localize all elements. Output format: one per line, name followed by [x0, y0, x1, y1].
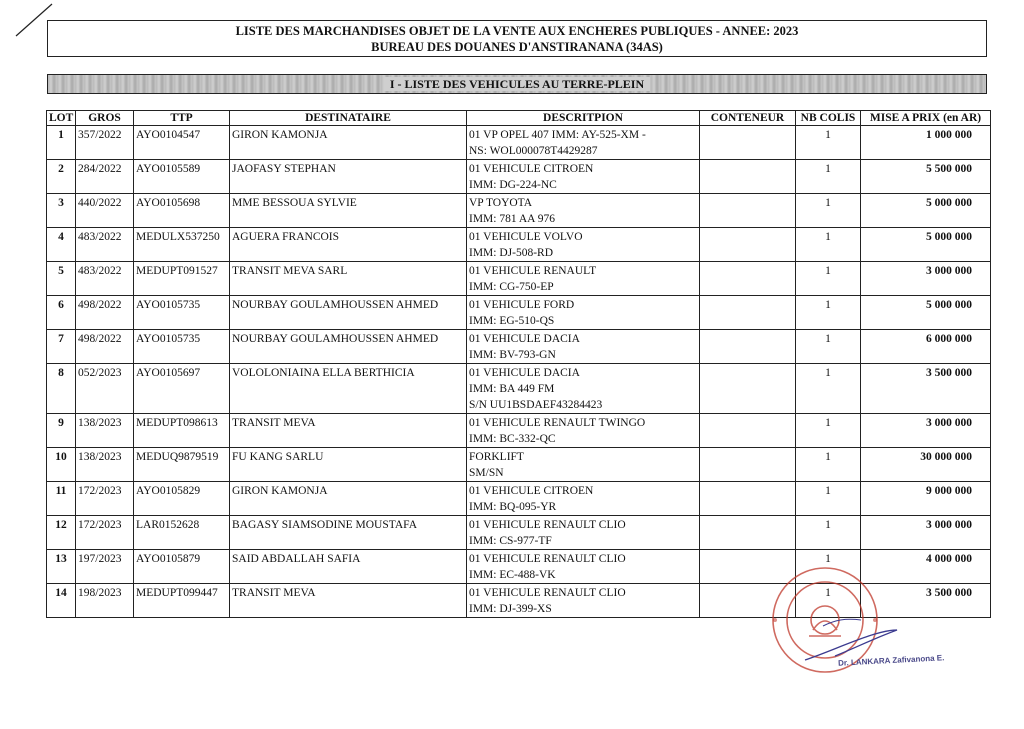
destinataire-cell: VOLOLONIAINA ELLA BERTHICIA	[230, 364, 467, 414]
description-cell	[467, 516, 700, 550]
description-line: IMM: EG-510-QS	[469, 315, 555, 327]
description-line: 01 VEHICULE VOLVO	[469, 231, 583, 243]
description-line: IMM: CS-977-TF	[469, 535, 552, 547]
destinataire-cell: MME BESSOUA SYLVIE	[230, 194, 467, 228]
lot-cell: 5	[47, 262, 76, 296]
description-line: 01 VP OPEL 407 IMM: AY-525-XM -	[469, 129, 646, 141]
destinataire-cell: TRANSIT MEVA SARL	[230, 262, 467, 296]
ttp-cell: MEDUPT098613	[134, 414, 230, 448]
destinataire-cell: JAOFASY STEPHAN	[230, 160, 467, 194]
lot-cell: 13	[47, 550, 76, 584]
lot-cell: 8	[47, 364, 76, 414]
conteneur-cell	[700, 194, 796, 228]
description-line: 01 VEHICULE CITROEN	[469, 485, 594, 497]
nb-colis-cell: 1	[796, 482, 861, 516]
description-line: IMM: BC-332-QC	[469, 433, 556, 445]
table-row	[47, 160, 991, 194]
signatory-name: Dr. LANKARA Zafivanona E.	[837, 653, 945, 668]
title-line-1: LISTE DES MARCHANDISES OBJET DE LA VENTE AUX ENCHERES PUBLIQUES - ANNEE: 2023	[235, 24, 799, 38]
ttp-cell: AYO0105697	[134, 364, 230, 414]
lot-cell: 12	[47, 516, 76, 550]
ttp-cell: MEDUPT091527	[134, 262, 230, 296]
description-cell	[467, 414, 700, 448]
destinataire-cell: AGUERA FRANCOIS	[230, 228, 467, 262]
description-line: FORKLIFT	[469, 451, 524, 463]
description-cell	[467, 228, 700, 262]
nb-colis-cell: 1	[796, 364, 861, 414]
conteneur-cell	[700, 448, 796, 482]
description-line: SM/SN	[469, 467, 504, 479]
gros-cell: 138/2023	[76, 448, 134, 482]
gros-cell: 172/2023	[76, 516, 134, 550]
mise-a-prix-cell: 3 000 000	[861, 414, 991, 448]
gros-cell: 483/2022	[76, 262, 134, 296]
nb-colis-cell: 1	[796, 448, 861, 482]
destinataire-cell: GIRON KAMONJA	[230, 126, 467, 160]
conteneur-cell	[700, 160, 796, 194]
title-line-2: BUREAU DES DOUANES D'ANSTIRANANA (34AS)	[371, 40, 663, 54]
destinataire-cell: SAID ABDALLAH SAFIA	[230, 550, 467, 584]
nb-colis-cell: 1	[796, 414, 861, 448]
description-line: IMM: BA 449 FM	[469, 383, 555, 395]
nb-colis-cell: 1	[796, 516, 861, 550]
description-line: IMM: BQ-095-YR	[469, 501, 557, 513]
section-title: I - LISTE DES VEHICULES AU TERRE-PLEIN	[384, 77, 650, 91]
nb-colis-cell: 1	[796, 584, 861, 618]
description-line: 01 VEHICULE RENAULT	[469, 265, 597, 277]
ttp-cell: AYO0105879	[134, 550, 230, 584]
gros-cell: 198/2023	[76, 584, 134, 618]
description-line: IMM: CG-750-EP	[469, 281, 554, 293]
lot-cell: 3	[47, 194, 76, 228]
mise-a-prix-cell: 5 500 000	[861, 160, 991, 194]
description-line: VP TOYOTA	[469, 197, 533, 209]
description-line: IMM: BV-793-GN	[469, 349, 556, 361]
lot-cell: 9	[47, 414, 76, 448]
description-cell	[467, 262, 700, 296]
mise-a-prix-cell: 6 000 000	[861, 330, 991, 364]
ttp-cell: AYO0104547	[134, 126, 230, 160]
destinataire-cell: NOURBAY GOULAMHOUSSEN AHMED	[230, 330, 467, 364]
mise-a-prix-cell: 3 000 000	[861, 262, 991, 296]
mise-a-prix-cell: 3 500 000	[861, 364, 991, 414]
ttp-cell: AYO0105589	[134, 160, 230, 194]
description-cell	[467, 364, 700, 414]
lot-cell: 11	[47, 482, 76, 516]
lot-cell: 4	[47, 228, 76, 262]
table-row	[47, 296, 991, 330]
ttp-cell: MEDUPT099447	[134, 584, 230, 618]
gros-cell: 172/2023	[76, 482, 134, 516]
gros-cell: 498/2022	[76, 296, 134, 330]
description-cell	[467, 194, 700, 228]
description-cell	[467, 160, 700, 194]
gros-cell: 197/2023	[76, 550, 134, 584]
description-cell	[467, 448, 700, 482]
description-line: 01 VEHICULE RENAULT CLIO	[469, 519, 626, 531]
section-header	[47, 74, 987, 94]
gros-cell: 483/2022	[76, 228, 134, 262]
description-line: IMM: DG-224-NC	[469, 179, 557, 191]
nb-colis-cell: 1	[796, 194, 861, 228]
conteneur-cell	[700, 126, 796, 160]
destinataire-cell: FU KANG SARLU	[230, 448, 467, 482]
column-header: TTP	[134, 111, 230, 126]
gros-cell: 498/2022	[76, 330, 134, 364]
description-cell	[467, 550, 700, 584]
description-line: 01 VEHICULE DACIA	[469, 333, 580, 345]
conteneur-cell	[700, 296, 796, 330]
destinataire-cell: TRANSIT MEVA	[230, 584, 467, 618]
column-header: DESTINATAIRE	[230, 111, 467, 126]
column-header: DESCRITPION	[467, 111, 700, 126]
mise-a-prix-cell: 5 000 000	[861, 296, 991, 330]
column-header: MISE A PRIX (en AR)	[861, 111, 991, 126]
description-cell	[467, 330, 700, 364]
lot-cell: 2	[47, 160, 76, 194]
description-line: 01 VEHICULE CITROEN	[469, 163, 594, 175]
description-line: 01 VEHICULE FORD	[469, 299, 575, 311]
mise-a-prix-cell: 3 500 000	[861, 584, 991, 618]
mise-a-prix-cell: 30 000 000	[861, 448, 991, 482]
table-row	[47, 448, 991, 482]
column-header: LOT	[47, 111, 76, 126]
conteneur-cell	[700, 228, 796, 262]
description-line: NS: WOL000078T4429287	[469, 145, 598, 157]
description-line: IMM: 781 AA 976	[469, 213, 555, 225]
lot-cell: 1	[47, 126, 76, 160]
nb-colis-cell: 1	[796, 160, 861, 194]
column-header: NB COLIS	[796, 111, 861, 126]
description-cell	[467, 584, 700, 618]
table-row	[47, 330, 991, 364]
description-cell	[467, 296, 700, 330]
lot-cell: 14	[47, 584, 76, 618]
mise-a-prix-cell: 9 000 000	[861, 482, 991, 516]
nb-colis-cell: 1	[796, 126, 861, 160]
conteneur-cell	[700, 262, 796, 296]
description-line: 01 VEHICULE DACIA	[469, 367, 580, 379]
ttp-cell: AYO0105829	[134, 482, 230, 516]
gros-cell: 357/2022	[76, 126, 134, 160]
nb-colis-cell: 1	[796, 228, 861, 262]
ttp-cell: MEDUQ9879519	[134, 448, 230, 482]
nb-colis-cell: 1	[796, 550, 861, 584]
description-line: IMM: DJ-399-XS	[469, 603, 552, 615]
mise-a-prix-cell: 5 000 000	[861, 228, 991, 262]
official-stamp-and-signature	[765, 560, 905, 690]
conteneur-cell	[700, 330, 796, 364]
table-body	[47, 126, 991, 618]
description-line: 01 VEHICULE RENAULT TWINGO	[469, 417, 646, 429]
description-line: IMM: DJ-508-RD	[469, 247, 554, 259]
column-header: CONTENEUR	[700, 111, 796, 126]
table-row	[47, 228, 991, 262]
mise-a-prix-cell: 3 000 000	[861, 516, 991, 550]
mise-a-prix-cell: 1 000 000	[861, 126, 991, 160]
table-row	[47, 126, 991, 160]
document-title	[47, 20, 987, 57]
table-row	[47, 262, 991, 296]
lot-cell: 6	[47, 296, 76, 330]
vehicle-list-table	[46, 110, 991, 618]
ttp-cell: MEDULX537250	[134, 228, 230, 262]
description-line: 01 VEHICULE RENAULT CLIO	[469, 553, 626, 565]
mise-a-prix-cell: 5 000 000	[861, 194, 991, 228]
description-cell	[467, 482, 700, 516]
nb-colis-cell: 1	[796, 296, 861, 330]
table-row	[47, 414, 991, 448]
ttp-cell: AYO0105698	[134, 194, 230, 228]
mise-a-prix-cell: 4 000 000	[861, 550, 991, 584]
gros-cell: 284/2022	[76, 160, 134, 194]
lot-cell: 10	[47, 448, 76, 482]
destinataire-cell: GIRON KAMONJA	[230, 482, 467, 516]
column-header: GROS	[76, 111, 134, 126]
table-row	[47, 194, 991, 228]
ttp-cell: AYO0105735	[134, 296, 230, 330]
table-row	[47, 482, 991, 516]
ttp-cell: LAR0152628	[134, 516, 230, 550]
destinataire-cell: NOURBAY GOULAMHOUSSEN AHMED	[230, 296, 467, 330]
destinataire-cell: BAGASY SIAMSODINE MOUSTAFA	[230, 516, 467, 550]
table-header-row	[47, 111, 991, 126]
description-cell	[467, 126, 700, 160]
conteneur-cell	[700, 482, 796, 516]
nb-colis-cell: 1	[796, 262, 861, 296]
destinataire-cell: TRANSIT MEVA	[230, 414, 467, 448]
conteneur-cell	[700, 414, 796, 448]
description-line: S/N UU1BSDAEF43284423	[469, 399, 603, 411]
description-line: IMM: EC-488-VK	[469, 569, 556, 581]
description-line: 01 VEHICULE RENAULT CLIO	[469, 587, 626, 599]
gros-cell: 138/2023	[76, 414, 134, 448]
table-row	[47, 364, 991, 414]
conteneur-cell	[700, 516, 796, 550]
nb-colis-cell: 1	[796, 330, 861, 364]
gros-cell: 052/2023	[76, 364, 134, 414]
ttp-cell: AYO0105735	[134, 330, 230, 364]
lot-cell: 7	[47, 330, 76, 364]
table-row	[47, 516, 991, 550]
conteneur-cell	[700, 364, 796, 414]
gros-cell: 440/2022	[76, 194, 134, 228]
